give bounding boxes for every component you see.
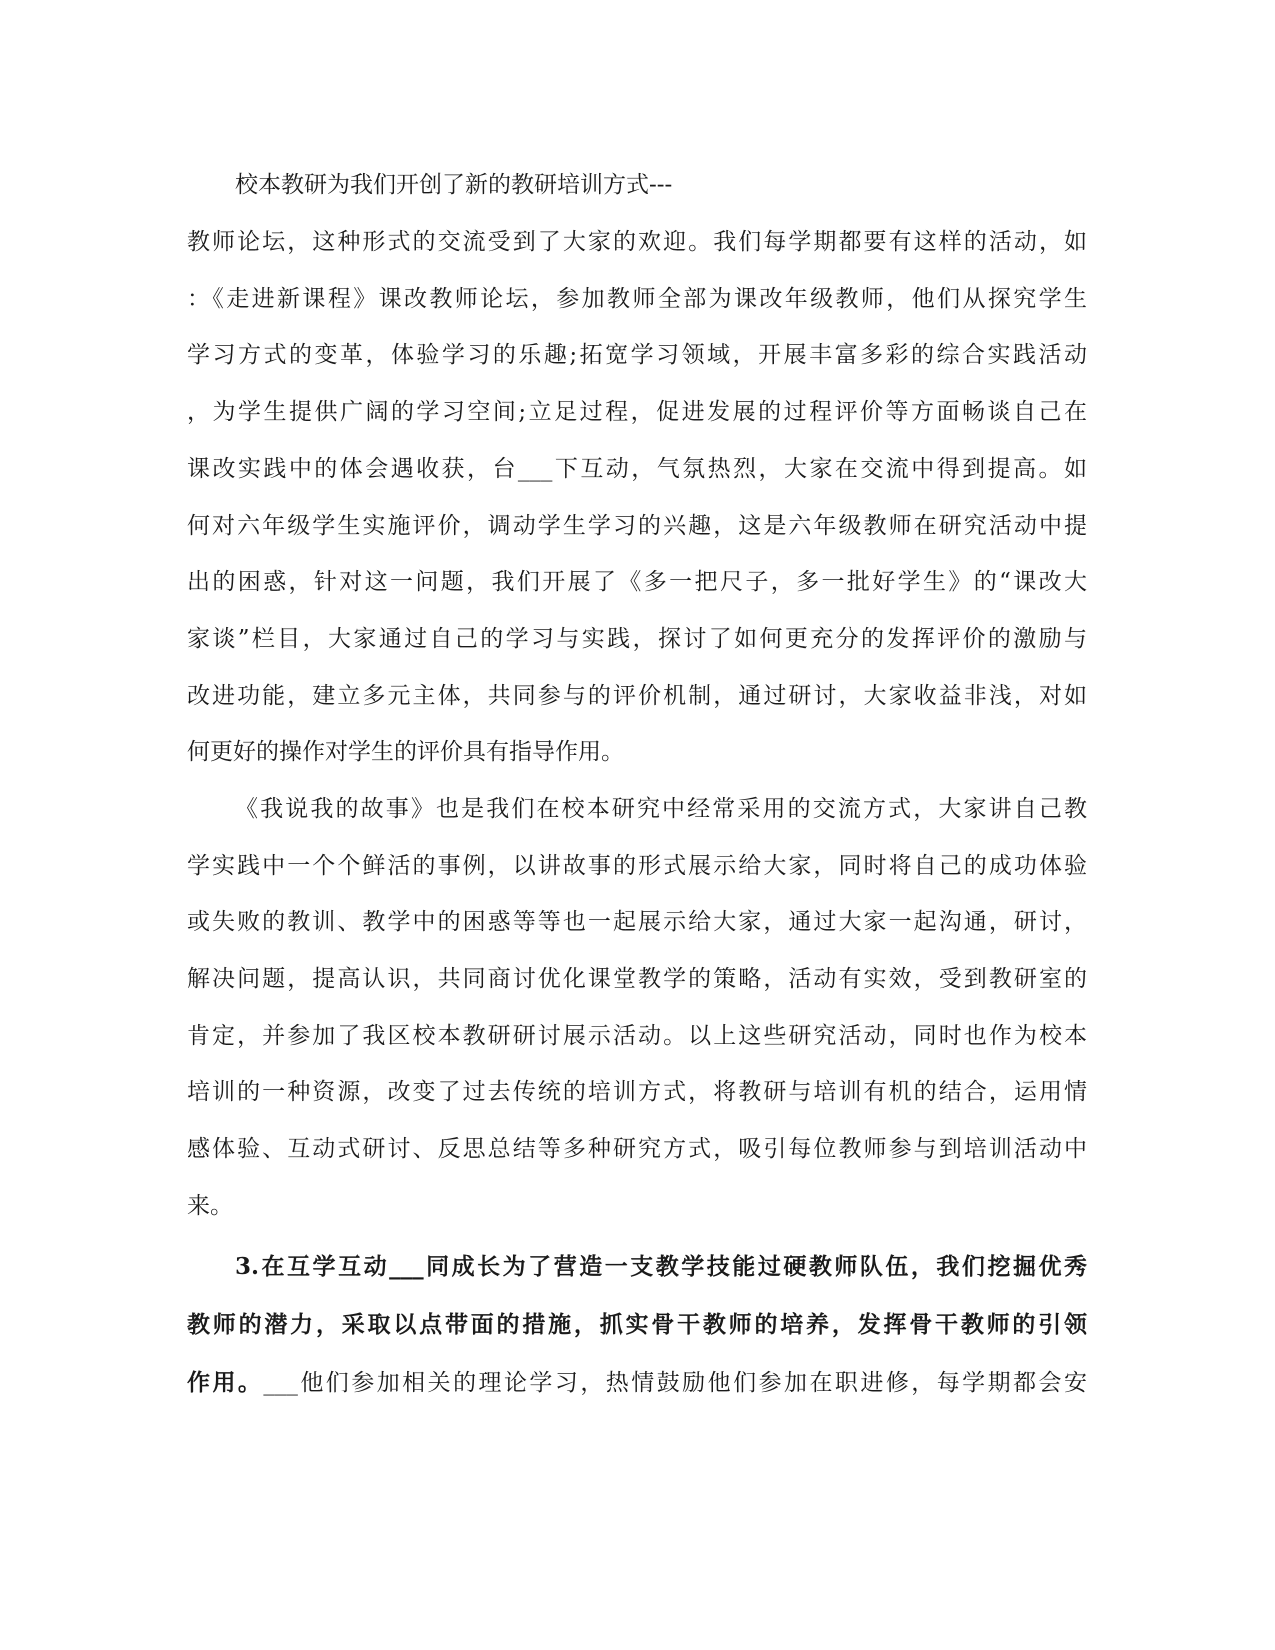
paragraph-1-line-9: 家谈”栏目，大家通过自己的学习与实践，探讨了如何更充分的发挥评价的激励与 (187, 626, 1087, 652)
paragraph-2-line-8: 来。 (187, 1193, 233, 1219)
paragraph-1-line-3: ：《走进新课程》课改教师论坛，参加教师全部为课改年级教师，他们从探究学生 (187, 286, 1087, 312)
paragraph-1-line-5: ，为学生提供广阔的学习空间;立足过程，促进发展的过程评价等方面畅谈自己在 (187, 399, 1087, 425)
paragraph-2-line-6: 培训的一种资源，改变了过去传统的培训方式，将教研与培训有机的结合，运用情 (187, 1079, 1087, 1105)
paragraph-3-line-1: 3.在互学互动___同成长为了营造一支教学技能过硬教师队伍，我们挖掘优秀 (235, 1253, 1087, 1280)
paragraph-1-line-6: 课改实践中的体会遇收获，台___下互动，气氛热烈，大家在交流中得到提高。如 (187, 456, 1087, 482)
paragraph-2-line-1: 《我说我的故事》也是我们在校本研究中经常采用的交流方式，大家讲自己教 (235, 796, 1087, 822)
paragraph-1-line-11: 何更好的操作对学生的评价具有指导作用。 (187, 739, 624, 765)
paragraph-2-line-2: 学实践中一个个鲜活的事例，以讲故事的形式展示给大家，同时将自己的成功体验 (187, 853, 1087, 879)
paragraph-3-line-3: 作用。___他们参加相关的理论学习，热情鼓励他们参加在职进修，每学期都会安 (187, 1369, 1088, 1396)
paragraph-1-line-7: 何对六年级学生实施评价，调动学生学习的兴趣，这是六年级教师在研究活动中提 (187, 513, 1087, 539)
paragraph-1-line-4: 学习方式的变革，体验学习的乐趣;拓宽学习领域，开展丰富多彩的综合实践活动 (187, 342, 1087, 368)
paragraph-3-line-2: 教师的潜力，采取以点带面的措施，抓实骨干教师的培养，发挥骨干教师的引领 (187, 1311, 1087, 1338)
paragraph-2-line-3: 或失败的教训、教学中的困惑等等也一起展示给大家，通过大家一起沟通，研讨， (187, 909, 1087, 935)
bold-prefix: 作用。 (187, 1369, 264, 1396)
paragraph-1-line-8: 出的困惑，针对这一问题，我们开展了《多一把尺子，多一批好学生》的“课改大 (187, 569, 1087, 595)
paragraph-1-line-2: 教师论坛，这种形式的交流受到了大家的欢迎。我们每学期都要有这样的活动，如 (187, 229, 1087, 255)
paragraph-2-line-5: 肯定，并参加了我区校本教研研讨展示活动。以上这些研究活动，同时也作为校本 (187, 1023, 1087, 1049)
paragraph-2-line-7: 感体验、互动式研讨、反思总结等多种研究方式，吸引每位教师参与到培训活动中 (187, 1136, 1087, 1162)
paragraph-2-line-4: 解决问题，提高认识，共同商讨优化课堂教学的策略，活动有实效，受到教研室的 (187, 966, 1087, 992)
paragraph-1-line-10: 改进功能，建立多元主体，共同参与的评价机制，通过研讨，大家收益非浅，对如 (187, 683, 1087, 709)
paragraph-1-line-1: 校本教研为我们开创了新的教研培训方式--- (235, 172, 673, 198)
